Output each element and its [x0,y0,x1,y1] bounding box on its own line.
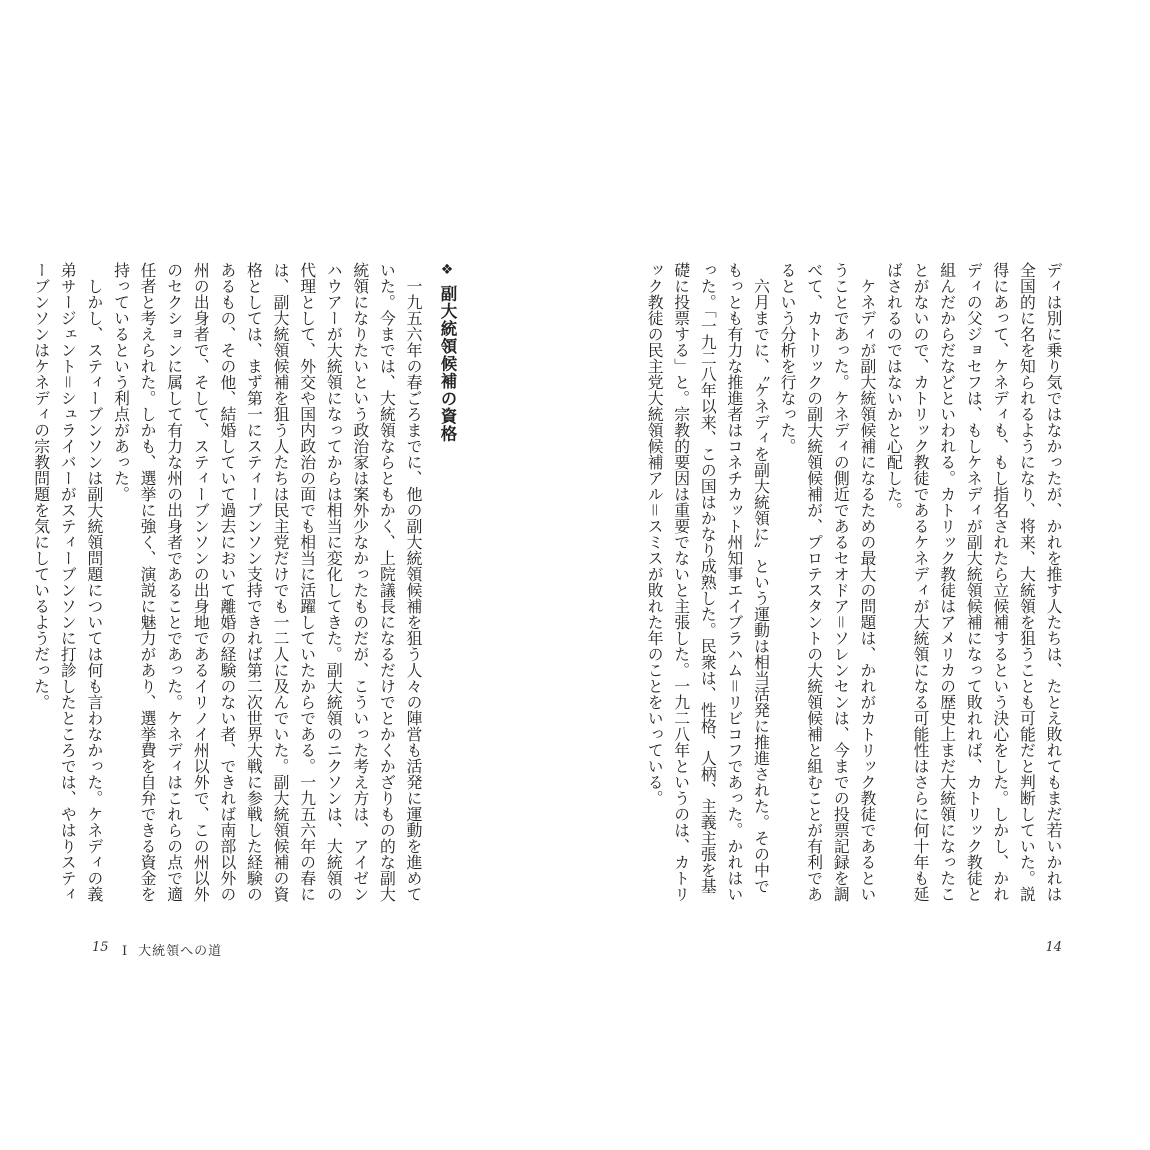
paragraph: 一九五六年の春ごろまでに、他の副大統領候補を狙う人々の陣営も活発に運動を進めていた。今までは、大統領ならともかく、上院議長になるだけでとかくかざりもの的な副大統領になりたいという政治家は案外少なかったものだが、こういった考え方は、アイゼンハウアーが大統領になってからは相当に変化してきた。副大統領のニクソンは、大統領の代理として、外交や国内政治の面でも相当に活躍していたからである。一九五六年の春には、副大統領候補を狙う人たちは民主党だけでも一二人に及んでいた。副大統領候補の資格としては、まず第一にスティーブンソン支持できれば第二次世界大戦に参戦した経験のあるもの、その他、結婚していて過去において離婚の経験のない者、できれば南部以外の州の出身者で、そして、スティーブンソンの出身地であるイリノイ州以外で、この州以外のセクションに属して有力な州の出身者であることであった。ケネディはこれらの点で適任者と考えられた。しかも、選挙に強く、演説に魅力があり、選挙費を自弁できる資金を持っているという利点があった。 [111,262,423,902]
left-page [31,262,462,962]
paragraph: 六月までに、〝ケネディを副大統領に〟という運動は相当活発に推進された。その中でもっとも有力な推進者はコネチカット州知事エイブラハム＝リビコフであった。かれはいった。「一九二八年以来、この国はかなり成熟した。民衆は、性格、人柄、主義主張を基礎に投票する」と。宗教的要因は重要でないと主張した。一九二八年というのは、カトリック教徒の民主党大統領候補アル＝スミスが敗れた年のことをいっている。 [645,262,771,902]
right-page [645,262,1066,962]
left-page-text [31,262,462,902]
page-number: 14 [1045,940,1062,955]
section-heading [426,262,462,902]
right-page-text [645,262,1066,902]
diamond-ornament-icon: ❖ [439,262,455,279]
paragraph: ディは別に乗り気ではなかったが、かれを推す人たちは、たとえ敗れてもまだ若いかれは全国的に名を知られるようになり、将来、大統領を狙うことも可能だと判断していた。説得にあって、ケネディも、もし指名されたら立候補するという決心をした。しかし、かれディの父ジョセフは、もしケネディが副大統領候補になって敗れれば、カトリック教徒と組んだからだなどといわれる。カトリック教徒はアメリカの歴史上まだ大統領になったことがないので、カトリック教徒であるケネディが大統領になる可能性はさらに何十年も延ばされるのではないかと心配した。 [884,262,1063,902]
paragraph: しかし、スティーブンソンは副大統領問題については何も言わなかった。ケネディの義弟サージェント＝シュライバーがスティーブンソンに打診したところでは、やはりスティーブンソンはケネディの宗教問題を気にしているようだった。 [31,262,104,902]
chapter-number: I [122,944,129,959]
page-number: 15 [92,940,109,955]
section-heading-text: 副大統領候補の資格 [438,285,457,443]
paragraph: ケネディが副大統領候補になるための最大の問題は、かれがカトリック教徒であるということであった。ケネディの側近であるセオドア＝ソレンセンは、今までの投票記録を調べて、カトリックの副大統領候補が、プロテスタントの大統領候補と組むことが有利であるという分析を行なった。 [778,262,877,902]
running-head [122,940,222,959]
chapter-title: 大統領への道 [138,944,223,959]
